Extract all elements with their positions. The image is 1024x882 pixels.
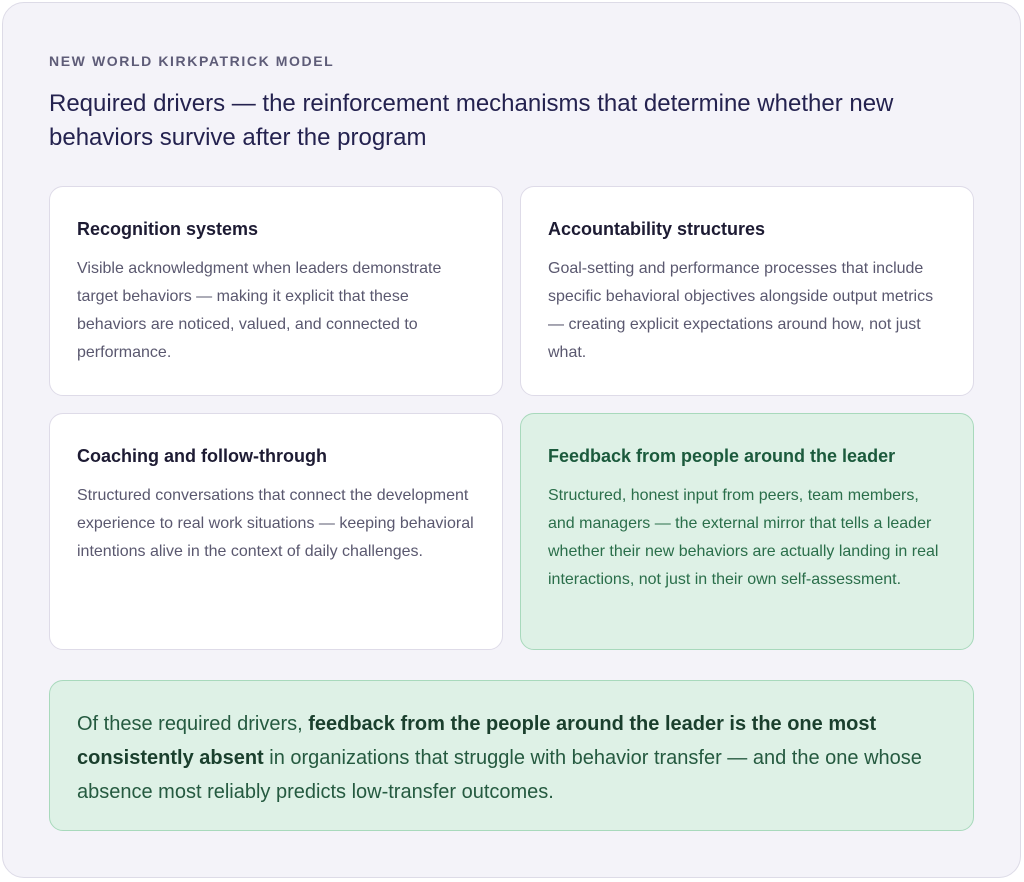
card-feedback-highlighted bbox=[520, 413, 974, 650]
card-body: Structured conversations that connect the development experience to real work situations — keeping behavioral intentions alive in the context of daily challenges. bbox=[77, 487, 474, 560]
summary-callout bbox=[49, 680, 974, 831]
page-title: Required drivers — the reinforcement mechanisms that determine whether new behaviors survive after the program bbox=[49, 90, 894, 151]
summary-lead: Of these required drivers, bbox=[77, 713, 309, 735]
drivers-panel bbox=[2, 2, 1021, 878]
card-accountability-structures bbox=[520, 186, 974, 396]
eyebrow-label: NEW WORLD KIRKPATRICK MODEL bbox=[49, 53, 335, 69]
card-recognition-systems bbox=[49, 186, 503, 396]
card-title: Recognition systems bbox=[77, 219, 259, 239]
summary-tail: in organizations that struggle with behavior transfer — and the one whose absence most reliably predicts low-transfer outcomes. bbox=[77, 747, 922, 803]
card-body: Goal-setting and performance processes that include specific behavioral objectives alongside output metrics — creating explicit expectations around how, not just what. bbox=[548, 260, 934, 361]
card-body: Structured, honest input from peers, team members, and managers — the external mirror that tells a leader whether their new behaviors are actually landing in real interactions, not just in their own self-assessment. bbox=[548, 487, 939, 588]
card-coaching-follow-through bbox=[49, 413, 503, 650]
card-title: Accountability structures bbox=[548, 219, 766, 239]
card-title: Coaching and follow-through bbox=[77, 446, 327, 466]
card-body: Visible acknowledgment when leaders demonstrate target behaviors — making it explicit that these behaviors are noticed, valued, and connected to performance. bbox=[77, 260, 442, 361]
card-title: Feedback from people around the leader bbox=[548, 446, 896, 466]
summary-emphasis: feedback from the people around the leader is the one most consistently absent bbox=[77, 713, 877, 769]
